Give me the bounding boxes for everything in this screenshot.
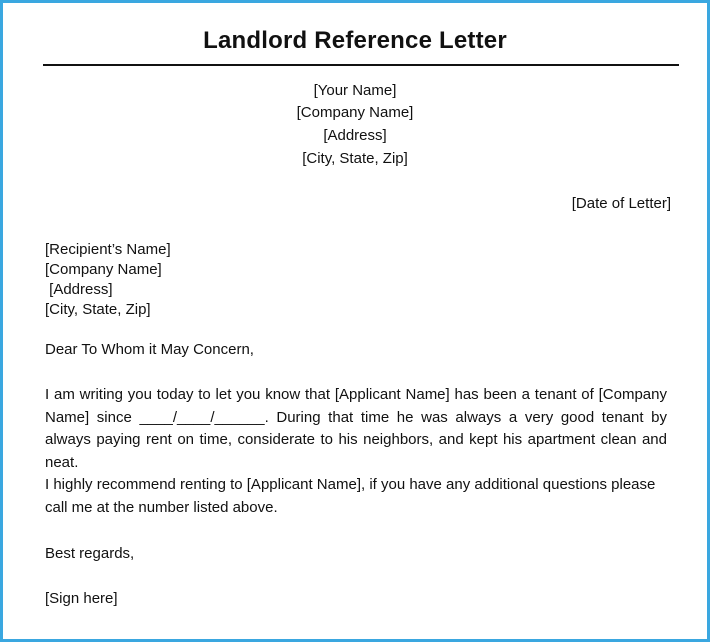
- recipient-address: [Address]: [45, 281, 113, 298]
- closing: Best regards,: [45, 545, 135, 562]
- sender-company: [Company Name]: [296, 104, 414, 121]
- sender-name: [Your Name]: [313, 82, 397, 99]
- page-title: Landlord Reference Letter: [203, 27, 507, 54]
- sender-city-state-zip: [City, State, Zip]: [302, 150, 408, 167]
- sender-address: [Address]: [323, 127, 387, 144]
- body-paragraph-1: I am writing you today to let you know that [Applicant Name] has been a tenant of [Company Name] since ____/____/______. During that time he was always a very good tenant by always paying rent on time, considerate to his neighbors, and kept his apartment clean and neat.: [45, 386, 667, 471]
- title-divider: [43, 64, 679, 66]
- recipient-name: [Recipient’s Name]: [45, 241, 171, 258]
- recipient-company: [Company Name]: [45, 261, 162, 278]
- body-paragraph-2: I highly recommend renting to [Applicant Name], if you have any additional questions please call me at the number listed above.: [45, 476, 656, 516]
- signature-placeholder: [Sign here]: [45, 590, 118, 607]
- recipient-city-state-zip: [City, State, Zip]: [45, 301, 151, 318]
- letter-date: [Date of Letter]: [571, 195, 671, 212]
- salutation: Dear To Whom it May Concern,: [45, 341, 254, 358]
